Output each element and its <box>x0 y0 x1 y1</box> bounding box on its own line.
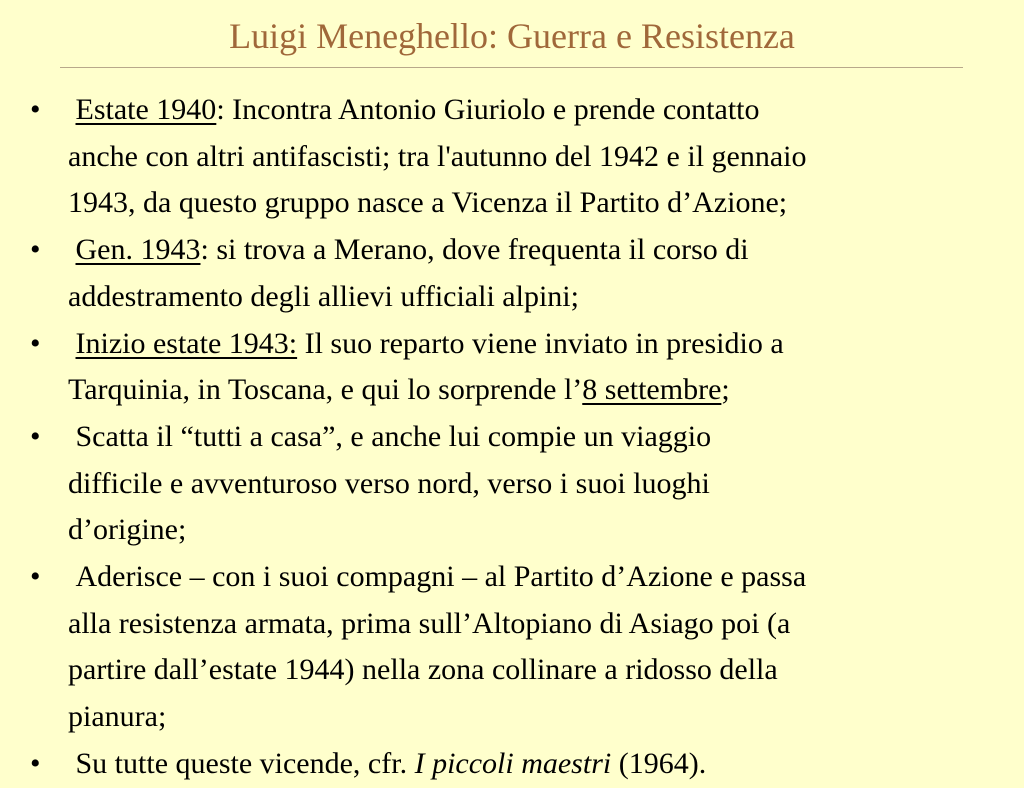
bullet-line: alla resistenza armata, prima sull’Altopiano di Asiago poi (a <box>68 606 791 640</box>
bullet-icon: • <box>30 233 41 267</box>
bullet-line: Su tutte queste vicende, cfr. I piccoli maestri (1964). <box>75 746 707 780</box>
bullet-line: Inizio estate 1943: Il suo reparto viene inviato in presidio a <box>75 326 784 360</box>
bullet-icon: • <box>30 419 41 453</box>
bullet-line: partire dall’estate 1944) nella zona collinare a ridosso della <box>68 653 778 687</box>
slide-title: Luigi Meneghello: Guerra e Resistenza <box>229 16 795 56</box>
bullet-line: anche con altri antifascisti; tra l'autunno del 1942 e il gennaio <box>68 139 807 173</box>
bullet-line: addestramento degli allievi ufficiali alpini; <box>68 279 579 313</box>
bullet-line: 1943, da questo gruppo nasce a Vicenza il Partito d’Azione; <box>68 186 788 220</box>
8-settembre-link[interactable]: 8 settembre <box>582 373 722 407</box>
bullet-icon: • <box>30 560 41 594</box>
title-divider <box>60 67 963 68</box>
bullet-line: Scatta il “tutti a casa”, e anche lui compie un viaggio <box>75 419 712 453</box>
bullet-line: Tarquinia, in Toscana, e qui lo sorprende l’8 settembre; <box>68 373 730 407</box>
date-label: Gen. 1943 <box>75 233 201 267</box>
bullet-icon: • <box>30 746 41 780</box>
bullet-icon: • <box>30 93 41 126</box>
bullet-item-estate-1940 <box>0 87 1024 227</box>
bullet-line: difficile e avventuroso verso nord, verso i suoi luoghi <box>68 466 710 500</box>
bullet-line: Aderisce – con i suoi compagni – al Partito d’Azione e passa <box>75 560 807 594</box>
bullet-line: pianura; <box>68 700 167 734</box>
bullet-line: d’origine; <box>68 513 187 547</box>
bullet-item-partito-azione <box>0 554 1024 741</box>
book-title: I piccoli maestri <box>414 746 612 780</box>
bullet-list <box>0 87 1024 788</box>
bullet-item-piccoli-maestri <box>0 741 1024 788</box>
date-label: Inizio estate 1943: <box>75 326 298 360</box>
bullet-icon: • <box>30 326 41 360</box>
bullet-line: Estate 1940: Incontra Antonio Giuriolo e prende contatto <box>75 93 760 126</box>
date-label: Estate 1940 <box>75 93 217 126</box>
bullet-line: Gen. 1943: si trova a Merano, dove frequenta il corso di <box>75 233 749 267</box>
bullet-item-inizio-estate-1943 <box>0 321 1024 414</box>
bullet-item-tutti-a-casa <box>0 414 1024 554</box>
bullet-item-gen-1943 <box>0 227 1024 320</box>
